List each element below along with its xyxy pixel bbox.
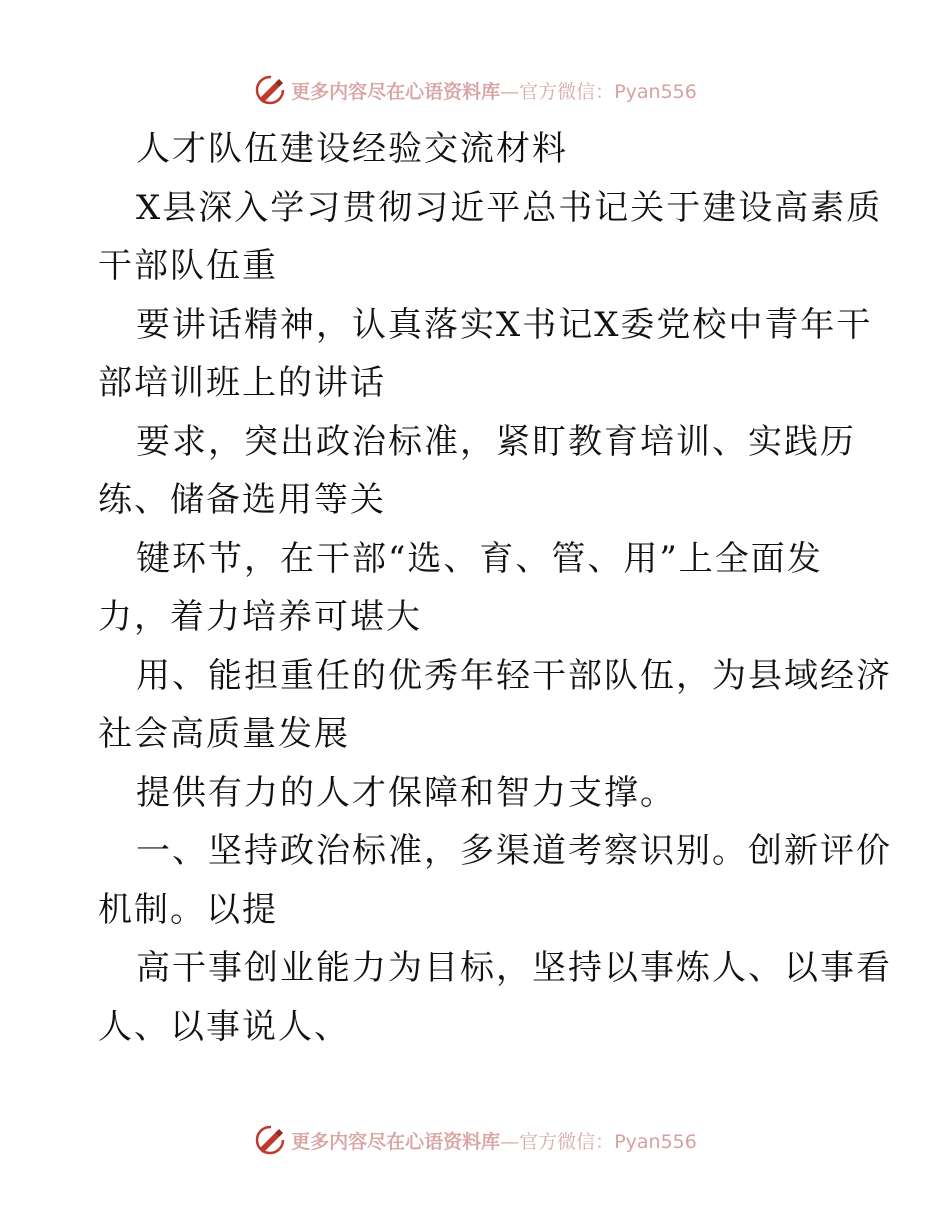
- watermark-rest: 官方微信：: [519, 1130, 615, 1153]
- text-line: 要讲话精神，认真落实X书记X委党校中青年干: [136, 304, 873, 345]
- text-line: 键环节，在干部“选、育、管、用”上全面发: [136, 538, 823, 579]
- text-line: 人、以事说人、: [98, 1006, 350, 1047]
- text-line: 一、坚持政治标准，多渠道考察识别。创新评价: [136, 831, 892, 871]
- watermark-brand: 更多内容尽在心语资料库: [291, 80, 501, 103]
- text-line: 练、储备选用等关: [98, 480, 386, 520]
- watermark-id: Pyan556: [614, 80, 697, 103]
- footer-watermark: [0, 1120, 950, 1160]
- watermark-sep: —: [500, 1130, 520, 1153]
- text-line: 部培训班上的讲话: [98, 363, 386, 403]
- watermark-brand: 更多内容尽在心语资料库: [291, 1130, 501, 1153]
- text-line: 机制。以提: [98, 889, 278, 930]
- pen-logo-icon: [253, 73, 287, 107]
- header-watermark: [0, 70, 950, 110]
- text-line: 干部队伍重: [98, 246, 278, 286]
- text-line: 提供有力的人才保障和智力支撑。: [136, 772, 676, 813]
- watermark-rest: 官方微信：: [519, 80, 615, 103]
- watermark-text: [291, 1127, 697, 1154]
- text-line: 高干事创业能力为目标，坚持以事炼人、以事看: [136, 948, 892, 988]
- document-body: [98, 120, 892, 1056]
- watermark-sep: —: [500, 80, 520, 103]
- text-line: X县深入学习贯彻习近平总书记关于建设高素质: [136, 187, 883, 228]
- text-line: 人才队伍建设经验交流材料: [136, 129, 568, 169]
- watermark-text: [291, 77, 697, 104]
- text-line: 用、能担重任的优秀年轻干部队伍，为县域经济: [136, 655, 892, 696]
- text-line: 社会高质量发展: [98, 714, 350, 754]
- pen-logo-icon: [253, 1123, 287, 1157]
- watermark-id: Pyan556: [614, 1130, 697, 1153]
- text-line: 要求，突出政治标准，紧盯教育培训、实践历: [136, 421, 856, 462]
- text-line: 力，着力培养可堪大: [98, 597, 422, 637]
